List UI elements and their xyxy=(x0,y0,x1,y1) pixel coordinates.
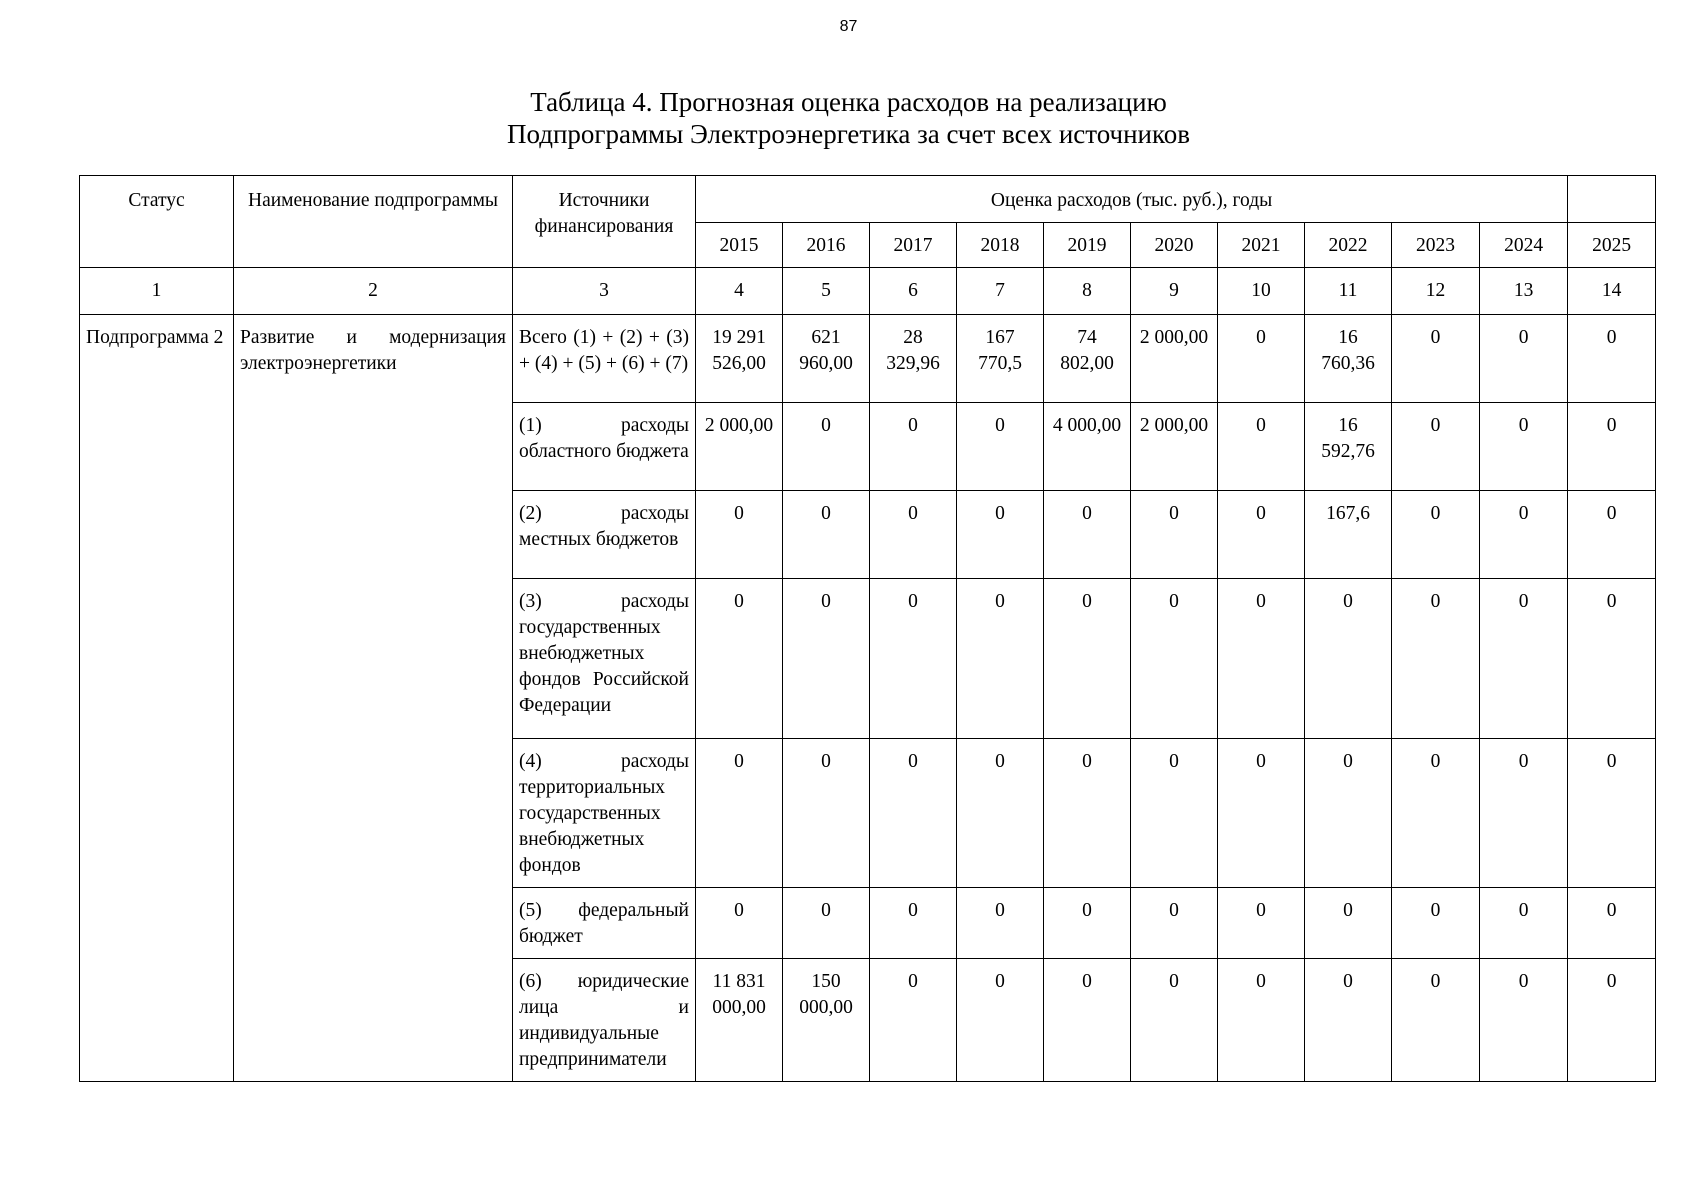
value-cell-2023: 0 xyxy=(1392,959,1480,1082)
value-cell-2016: 621 960,00 xyxy=(783,315,870,403)
value-cell-2019: 0 xyxy=(1044,579,1131,739)
column-number-13: 13 xyxy=(1480,268,1568,315)
value-cell-2020: 0 xyxy=(1131,579,1218,739)
value-cell-2023: 0 xyxy=(1392,491,1480,579)
value-cell-2016: 0 xyxy=(783,491,870,579)
value-cell-2023: 0 xyxy=(1392,403,1480,491)
value-cell-2024: 0 xyxy=(1480,491,1568,579)
value-cell-2015: 0 xyxy=(696,739,783,888)
value-cell-2017: 0 xyxy=(870,959,957,1082)
value-cell-2015: 19 291 526,00 xyxy=(696,315,783,403)
value-cell-2023: 0 xyxy=(1392,739,1480,888)
column-number-2: 2 xyxy=(234,268,513,315)
value-cell-2015: 0 xyxy=(696,579,783,739)
value-cell-2021: 0 xyxy=(1218,579,1305,739)
value-cell-2017: 0 xyxy=(870,739,957,888)
column-number-6: 6 xyxy=(870,268,957,315)
value-cell-2018: 0 xyxy=(957,959,1044,1082)
value-cell-2018: 0 xyxy=(957,403,1044,491)
subprogram-name: Развитие и модернизация электроэнергетики xyxy=(234,315,513,1082)
value-cell-2019: 0 xyxy=(1044,491,1131,579)
value-cell-2022: 0 xyxy=(1305,888,1392,959)
value-cell-2024: 0 xyxy=(1480,579,1568,739)
value-cell-2018: 0 xyxy=(957,579,1044,739)
value-cell-2025: 0 xyxy=(1568,888,1656,959)
value-cell-2023: 0 xyxy=(1392,315,1480,403)
value-cell-2017: 0 xyxy=(870,888,957,959)
value-cell-2017: 0 xyxy=(870,491,957,579)
value-cell-2025: 0 xyxy=(1568,739,1656,888)
header-status: Статус xyxy=(80,176,234,268)
value-cell-2016: 0 xyxy=(783,579,870,739)
header-year-2017: 2017 xyxy=(870,223,957,268)
column-number-row xyxy=(80,268,1656,315)
table-row xyxy=(80,315,1656,403)
header-year-2023: 2023 xyxy=(1392,223,1480,268)
value-cell-2015: 11 831 000,00 xyxy=(696,959,783,1082)
column-number-11: 11 xyxy=(1305,268,1392,315)
value-cell-2022: 0 xyxy=(1305,739,1392,888)
header-year-2015: 2015 xyxy=(696,223,783,268)
value-cell-2018: 0 xyxy=(957,491,1044,579)
funding-source-cell: Всего (1) + (2) + (3) + (4) + (5) + (6) + (7) xyxy=(513,315,696,403)
header-subprogram-name: Наименование подпрограммы xyxy=(234,176,513,268)
value-cell-2021: 0 xyxy=(1218,888,1305,959)
value-cell-2025: 0 xyxy=(1568,491,1656,579)
value-cell-2024: 0 xyxy=(1480,739,1568,888)
value-cell-2023: 0 xyxy=(1392,579,1480,739)
header-funding-sources: Источники финансирования xyxy=(513,176,696,268)
header-year-2016: 2016 xyxy=(783,223,870,268)
value-cell-2021: 0 xyxy=(1218,739,1305,888)
value-cell-2015: 0 xyxy=(696,491,783,579)
value-cell-2020: 0 xyxy=(1131,959,1218,1082)
page-number: 87 xyxy=(839,18,858,35)
value-cell-2024: 0 xyxy=(1480,315,1568,403)
header-expense-estimate: Оценка расходов (тыс. руб.), годы xyxy=(696,176,1568,223)
column-number-12: 12 xyxy=(1392,268,1480,315)
value-cell-2016: 150 000,00 xyxy=(783,959,870,1082)
header-year-2022: 2022 xyxy=(1305,223,1392,268)
value-cell-2020: 0 xyxy=(1131,491,1218,579)
value-cell-2022: 16 760,36 xyxy=(1305,315,1392,403)
value-cell-2021: 0 xyxy=(1218,491,1305,579)
value-cell-2022: 0 xyxy=(1305,959,1392,1082)
value-cell-2017: 0 xyxy=(870,579,957,739)
column-number-7: 7 xyxy=(957,268,1044,315)
value-cell-2025: 0 xyxy=(1568,579,1656,739)
subprogram-status: Подпрограмма 2 xyxy=(80,315,234,1082)
header-year-2021: 2021 xyxy=(1218,223,1305,268)
value-cell-2022: 16 592,76 xyxy=(1305,403,1392,491)
funding-source-cell: (5) федеральный бюджет xyxy=(513,888,696,959)
header-year-2018: 2018 xyxy=(957,223,1044,268)
funding-source-cell: (6) юридические лица и индивидуальные предприниматели xyxy=(513,959,696,1082)
funding-source-cell: (3) расходы государственных внебюджетных фондов Российской Федерации xyxy=(513,579,696,739)
header-row-1 xyxy=(80,176,1656,223)
value-cell-2020: 2 000,00 xyxy=(1131,403,1218,491)
value-cell-2017: 0 xyxy=(870,403,957,491)
value-cell-2018: 0 xyxy=(957,888,1044,959)
value-cell-2019: 74 802,00 xyxy=(1044,315,1131,403)
header-year-2024: 2024 xyxy=(1480,223,1568,268)
value-cell-2018: 0 xyxy=(957,739,1044,888)
value-cell-2016: 0 xyxy=(783,739,870,888)
value-cell-2016: 0 xyxy=(783,888,870,959)
column-number-14: 14 xyxy=(1568,268,1656,315)
column-number-10: 10 xyxy=(1218,268,1305,315)
value-cell-2019: 0 xyxy=(1044,959,1131,1082)
value-cell-2025: 0 xyxy=(1568,403,1656,491)
table-title-line-1: Таблица 4. Прогнозная оценка расходов на реализацию xyxy=(530,87,1167,117)
value-cell-2023: 0 xyxy=(1392,888,1480,959)
value-cell-2019: 0 xyxy=(1044,739,1131,888)
table-title-line-2: Подпрограммы Электроэнергетика за счет всех источников xyxy=(507,119,1190,149)
value-cell-2021: 0 xyxy=(1218,959,1305,1082)
value-cell-2018: 167 770,5 xyxy=(957,315,1044,403)
value-cell-2017: 28 329,96 xyxy=(870,315,957,403)
value-cell-2020: 0 xyxy=(1131,888,1218,959)
value-cell-2025: 0 xyxy=(1568,315,1656,403)
value-cell-2024: 0 xyxy=(1480,959,1568,1082)
header-empty-cell xyxy=(1568,176,1656,223)
value-cell-2022: 0 xyxy=(1305,579,1392,739)
value-cell-2024: 0 xyxy=(1480,888,1568,959)
header-year-2019: 2019 xyxy=(1044,223,1131,268)
value-cell-2015: 0 xyxy=(696,888,783,959)
value-cell-2024: 0 xyxy=(1480,403,1568,491)
column-number-1: 1 xyxy=(80,268,234,315)
column-number-5: 5 xyxy=(783,268,870,315)
value-cell-2021: 0 xyxy=(1218,315,1305,403)
header-year-2020: 2020 xyxy=(1131,223,1218,268)
value-cell-2025: 0 xyxy=(1568,959,1656,1082)
funding-source-cell: (1) расходы областного бюджета xyxy=(513,403,696,491)
value-cell-2019: 0 xyxy=(1044,888,1131,959)
column-number-8: 8 xyxy=(1044,268,1131,315)
column-number-3: 3 xyxy=(513,268,696,315)
funding-source-cell: (4) расходы территориальных государственных внебюджетных фондов xyxy=(513,739,696,888)
value-cell-2022: 167,6 xyxy=(1305,491,1392,579)
value-cell-2016: 0 xyxy=(783,403,870,491)
column-number-4: 4 xyxy=(696,268,783,315)
value-cell-2015: 2 000,00 xyxy=(696,403,783,491)
value-cell-2019: 4 000,00 xyxy=(1044,403,1131,491)
header-year-2025: 2025 xyxy=(1568,223,1656,268)
funding-source-cell: (2) расходы местных бюджетов xyxy=(513,491,696,579)
value-cell-2020: 2 000,00 xyxy=(1131,315,1218,403)
value-cell-2021: 0 xyxy=(1218,403,1305,491)
column-number-9: 9 xyxy=(1131,268,1218,315)
table-title xyxy=(0,86,1697,150)
expense-estimate-table xyxy=(79,175,1656,1082)
value-cell-2020: 0 xyxy=(1131,739,1218,888)
